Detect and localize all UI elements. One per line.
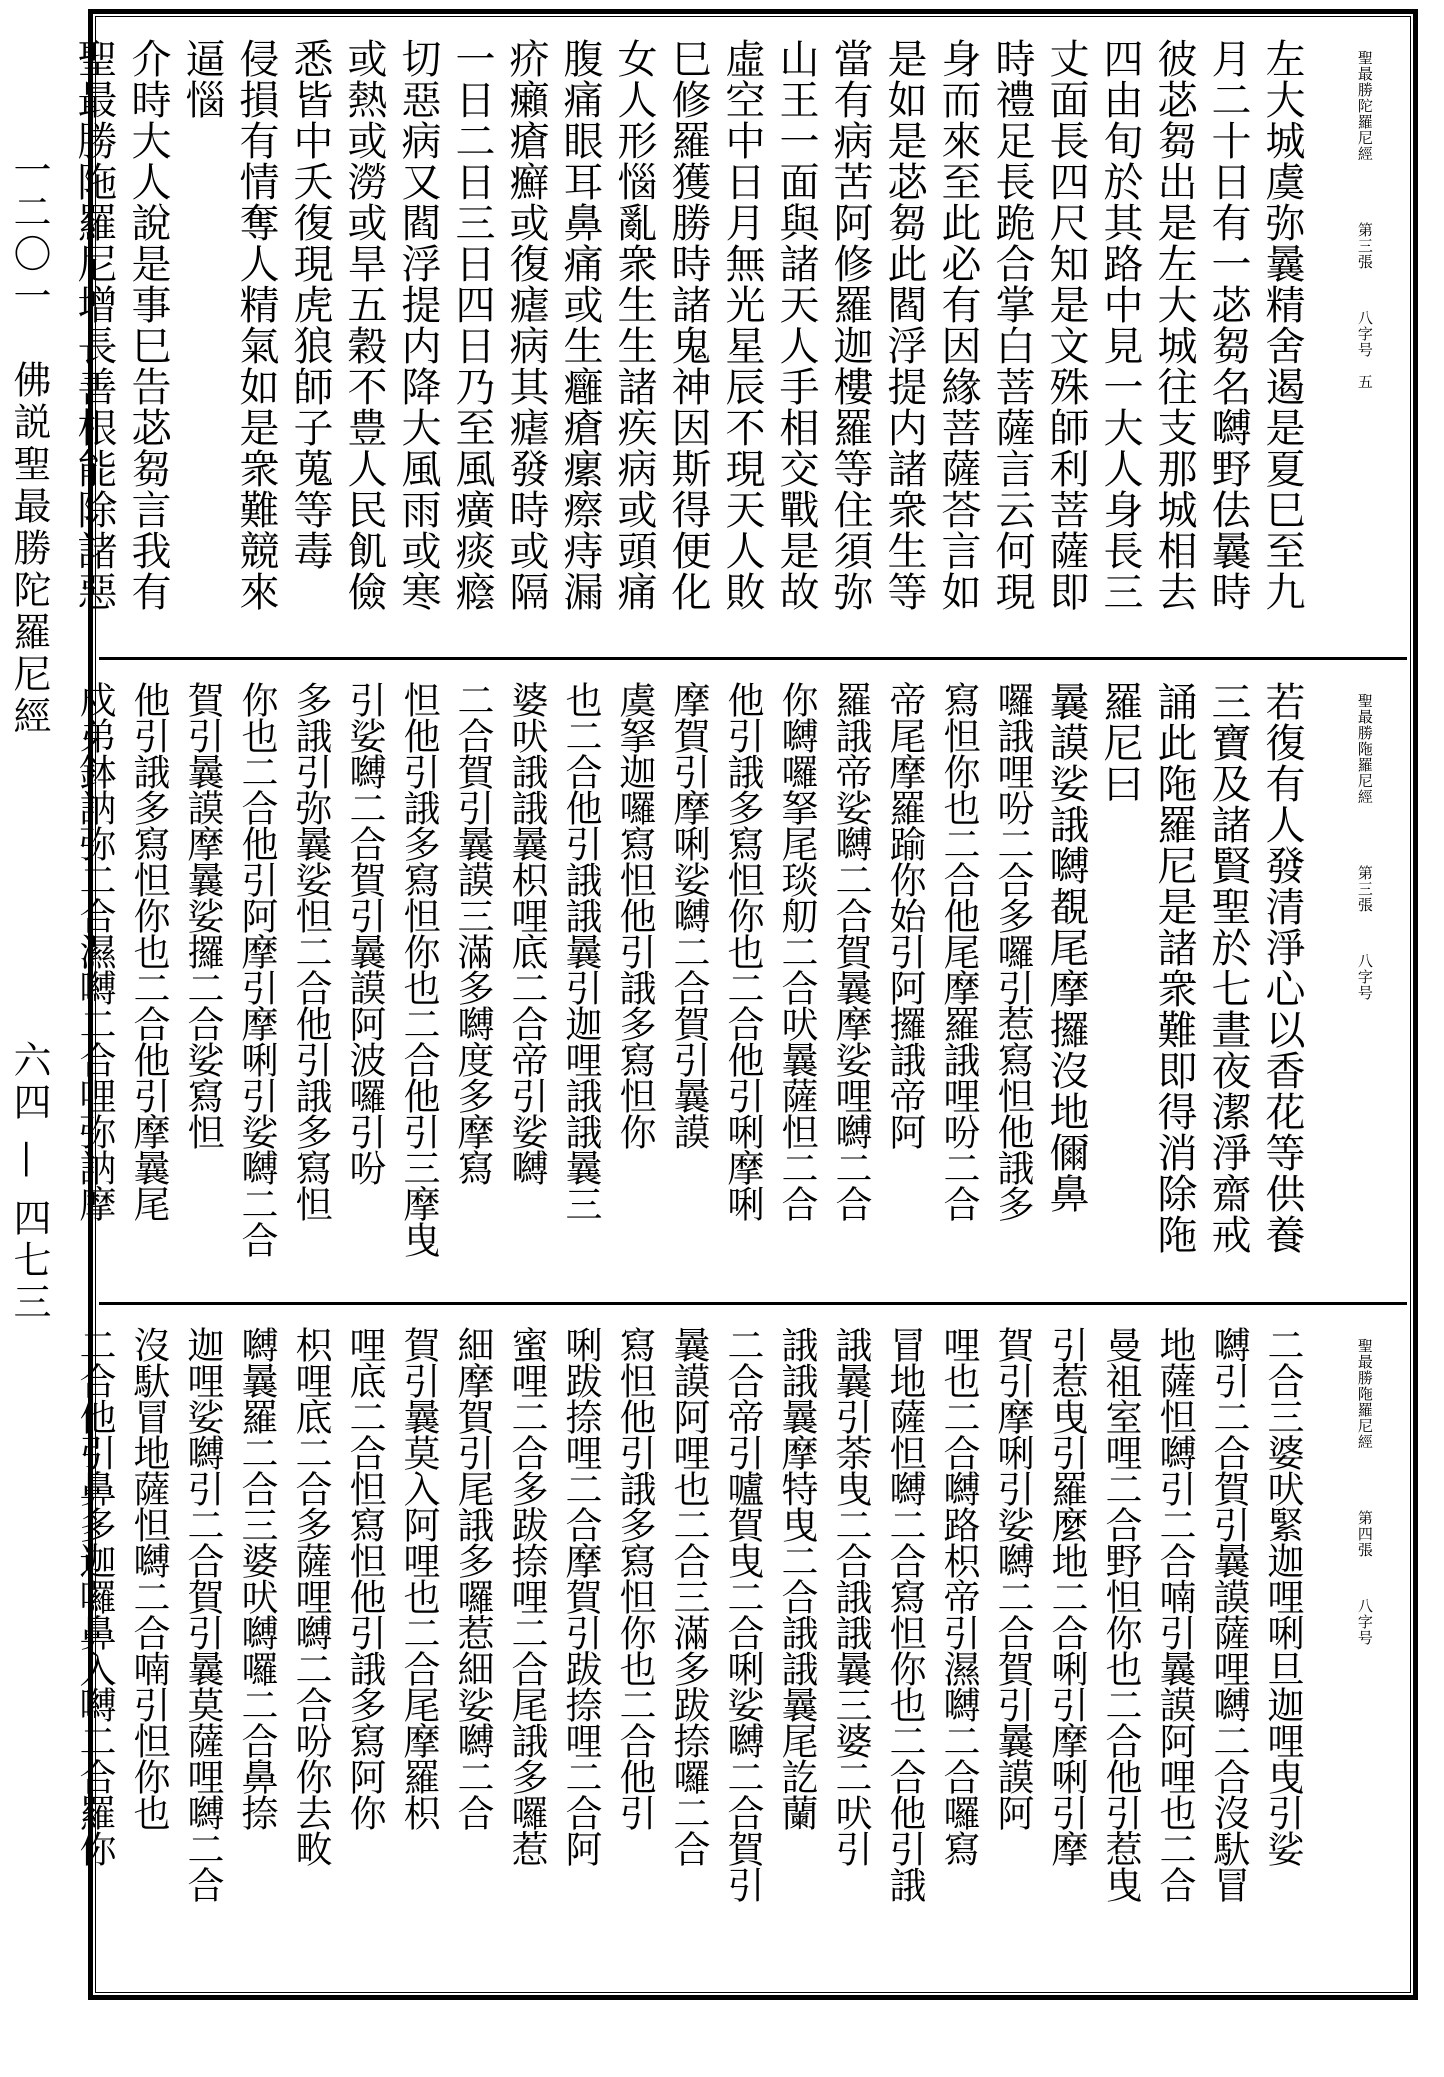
- text-column: 誐誐曩摩特曳二合誐誐曩尾訖蘭: [775, 1326, 818, 1830]
- text-column: 二合他引鼻多迦囉鼻入嚩二合羅你: [73, 1326, 116, 1866]
- text-column: 也二合他引誐誐曩引迦哩誐誐曩三: [559, 681, 602, 1221]
- text-column: 帝尾摩羅踰你始引阿攞誐帝阿: [883, 681, 926, 1149]
- panel-3-text: [59, 1308, 1321, 1988]
- text-column: 哩底二合怛寫怛他引誐多寫阿你: [343, 1326, 386, 1830]
- text-column: 曩謨阿哩也二合三滿多跋捺囉二合: [667, 1326, 710, 1866]
- panel-1-text: [59, 20, 1321, 657]
- text-column: 戍弟鉢訥弥二合濕嚩二合哩弥訥摩: [73, 681, 116, 1221]
- text-column: 三寶及諸賢聖於七晝夜潔淨齋戒: [1205, 681, 1251, 1255]
- text-column: 嚩引二合賀引曩謨薩哩嚩二合沒馱冒: [1207, 1326, 1250, 1902]
- text-column: 或熱或澇或旱五穀不豊人民飢儉: [341, 38, 387, 612]
- text-column: 悉皆中夭復現虎狼師子蒐等毒: [287, 38, 333, 571]
- panel-3-margin-sheet: 第四張: [1355, 1510, 1374, 1558]
- text-column: 是如是苾芻此閻浮提内諸衆生等: [881, 38, 927, 612]
- text-column: 疥癩瘡癬或復瘧病其瘧發時或隔: [503, 38, 549, 612]
- text-column: 你也二合他引阿摩引摩唎引娑嚩二合: [235, 681, 278, 1257]
- volume-title-label: 一二〇一 佛説聖最勝陀羅尼經: [7, 150, 51, 738]
- text-column: 二合賀引曩謨三滿多嚩度多摩寫: [451, 681, 494, 1185]
- text-column: 女人形惱亂衆生生諸疾病或頭痛: [611, 38, 657, 612]
- text-column: 丈面長四尺知是文殊師利菩薩即: [1043, 38, 1089, 612]
- panel-3-margin-mark: 八字号: [1355, 1598, 1374, 1646]
- text-column: 迦哩娑嚩引二合賀引曩莫薩哩嚩二合: [181, 1326, 224, 1902]
- page-number-label: 六四 — 四七三: [7, 1040, 51, 1325]
- text-column: 賀引曩莫入阿哩也二合尾摩羅枳: [397, 1326, 440, 1830]
- text-column: 誐曩引荼曳二合誐誐曩三婆二吠引: [829, 1326, 872, 1866]
- text-column: 侵損有情奪人精氣如是衆難競來: [233, 38, 279, 612]
- panel-2-margin: [1321, 663, 1407, 1302]
- panel-2-margin-sheet: 第三張: [1355, 865, 1374, 913]
- text-column: 四由旬於其路中見一大人身長三: [1097, 38, 1143, 612]
- panel-3-margin: [1321, 1308, 1407, 1988]
- text-column: 哩也二合嚩路枳帝引濕嚩二合囉寫: [937, 1326, 980, 1866]
- text-column: 唎跋捺哩二合摩賀引跋捺哩二合阿: [559, 1326, 602, 1866]
- text-column: 二合帝引嚧賀曳二合唎娑嚩二合賀引: [721, 1326, 764, 1902]
- text-column: 摩賀引摩唎娑嚩二合賀引曩謨: [667, 681, 710, 1149]
- text-column: 誦此陁羅尼是諸衆難即得消除陁: [1151, 681, 1197, 1255]
- text-column: 賀引摩唎引娑嚩二合賀引曩謨阿: [991, 1326, 1034, 1830]
- text-column: 當有病苦阿修羅迦樓羅等住須弥: [827, 38, 873, 612]
- text-column: 沒馱冒地薩怛嚩二合喃引怛你也: [127, 1326, 170, 1830]
- panel-2-text: [59, 663, 1321, 1302]
- text-column: 羅誐帝娑嚩二合賀曩摩娑哩嚩二合: [829, 681, 872, 1221]
- panel-2-margin-title: 聖最勝陁羅尼經: [1355, 693, 1374, 805]
- text-column: 聖最勝陁羅尼增長善根能除諸惡: [71, 38, 117, 612]
- text-column: 曩謨娑誐嚩覩尾摩攞沒地儞鼻: [1043, 681, 1089, 1214]
- text-panel-3: [73, 1308, 1407, 1988]
- text-column: 地薩怛嚩引二合喃引曩謨阿哩也二合: [1153, 1326, 1196, 1902]
- text-column: 虛空中日月無光星辰不現天人敗: [719, 38, 765, 612]
- text-column: 寫怛你也二合他尾摩羅誐哩吩二合: [937, 681, 980, 1221]
- text-column: 二合三婆吠緊迦哩唎旦迦哩曳引娑: [1261, 1326, 1304, 1866]
- text-column: 腹痛眼耳鼻痛或生癰瘡瘰瘵痔漏: [557, 38, 603, 612]
- text-column: 羅尼曰: [1097, 681, 1143, 804]
- text-column: 怛他引誐多寫怛你也二合他引三摩曳: [397, 681, 440, 1257]
- text-column: 囉誐哩吩二合多囉引惹寫怛他誐多: [991, 681, 1034, 1221]
- text-column: 他引誐多寫怛你也二合他引唎摩唎: [721, 681, 764, 1221]
- text-column: 彼苾芻出是左大城往支那城相去: [1151, 38, 1197, 612]
- text-column: 賀引曩謨摩曩娑攞二合娑寫怛: [181, 681, 224, 1149]
- panel-2-margin-mark: 八字号: [1355, 953, 1374, 1001]
- text-column: 引娑嚩二合賀引曩謨阿波囉引吩: [343, 681, 386, 1185]
- text-column: 寫怛他引誐多寫怛你也二合他引: [613, 1326, 656, 1830]
- text-column: 山王一面與諸天人手相交戰是故: [773, 38, 819, 612]
- text-column: 細摩賀引尾誐多囉惹細娑嚩二合: [451, 1326, 494, 1830]
- text-column: 切惡病又閻浮提内降大風雨或寒: [395, 38, 441, 612]
- text-column: 冒地薩怛嚩二合寫怛你也二合他引誐: [883, 1326, 926, 1902]
- text-column: 若復有人發清淨心以香花等供養: [1259, 681, 1305, 1255]
- panel-1-margin-mark: 八字号 五: [1355, 310, 1374, 390]
- text-column: 引惹曳引羅麼地二合唎引摩唎引摩: [1045, 1326, 1088, 1866]
- text-column: 你嚩囉拏尾琰舠二合吠曩薩怛二合: [775, 681, 818, 1221]
- text-column: 他引誐多寫怛你也二合他引摩曩尾: [127, 681, 170, 1221]
- text-column: 曼祖室哩二合野怛你也二合他引惹曳: [1099, 1326, 1142, 1902]
- panel-1-margin-title: 聖最勝陀羅尼經: [1355, 50, 1374, 162]
- text-column: 虞拏迦囉寫怛他引誐多寫怛你: [613, 681, 656, 1149]
- text-column: 一日二日三日四日乃至風癀痰癊: [449, 38, 495, 612]
- panel-1-margin-sheet: 第三張: [1355, 222, 1374, 270]
- text-column: 時禮足長跪合掌白菩薩言云何現: [989, 38, 1035, 612]
- text-panel-2: [73, 663, 1407, 1305]
- text-column: 身而來至此必有因緣菩薩荅言如: [935, 38, 981, 612]
- panel-3-margin-title: 聖最勝陁羅尼經: [1355, 1338, 1374, 1450]
- text-column: 婆吠誐誐曩枳哩底二合帝引娑嚩: [505, 681, 548, 1185]
- panel-1-margin: [1321, 20, 1407, 657]
- text-column: 多誐引弥曩娑怛二合他引誐多寫怛: [289, 681, 332, 1221]
- text-column: 蜜哩二合多跋捺哩二合尾誐多囉惹: [505, 1326, 548, 1866]
- text-column: 月二十日有一苾芻名嚩野佉曩時: [1205, 38, 1251, 612]
- text-column: 嚩曩羅二合三婆吠嚩囉二合鼻捺: [235, 1326, 278, 1830]
- text-column: 逼惱: [179, 38, 225, 120]
- text-panel-1: [71, 20, 1407, 660]
- text-column: 枳哩底二合多薩哩嚩二合吩你去畋: [289, 1326, 332, 1866]
- text-column: 介時大人說是事巳告苾芻言我有: [125, 38, 171, 612]
- sutra-page: [71, 9, 1418, 2000]
- text-column: 左大城虞弥曩精舍遏是夏巳至九: [1259, 38, 1305, 612]
- text-column: 巳修羅獲勝時諸鬼神因斯得便化: [665, 38, 711, 612]
